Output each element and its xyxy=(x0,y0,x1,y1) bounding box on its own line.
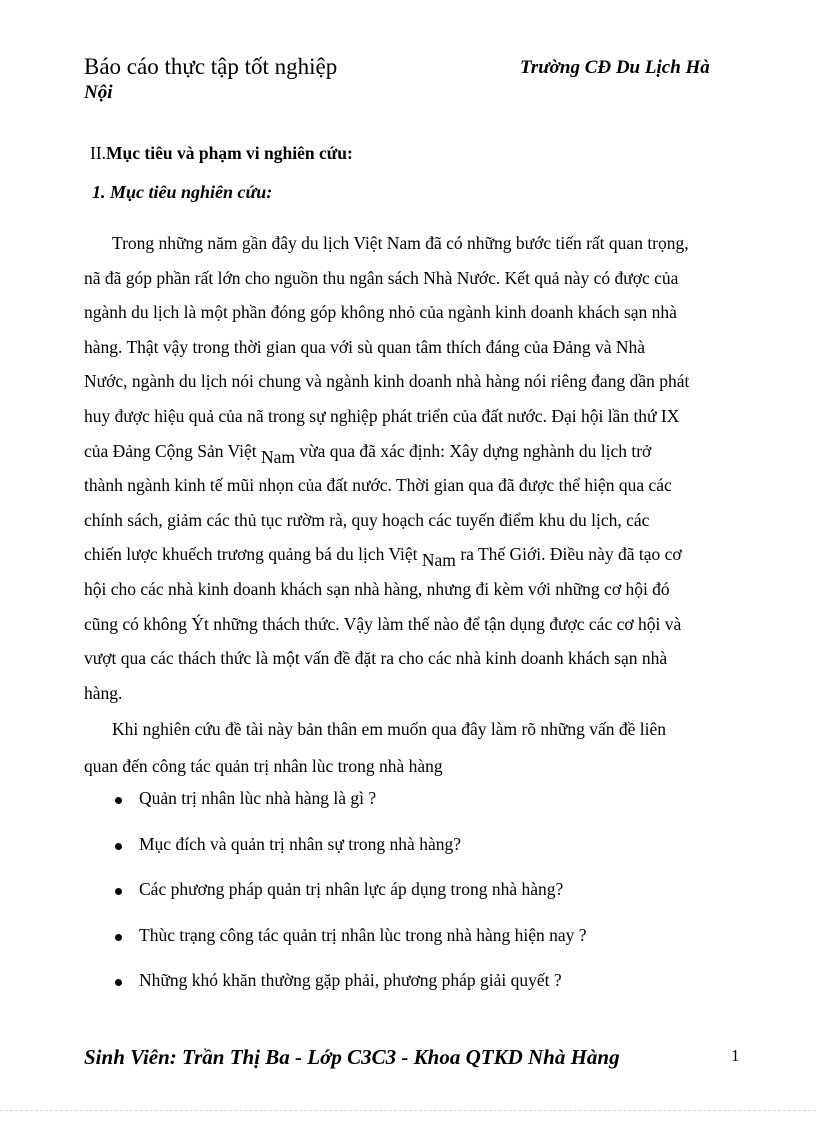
paragraph-line xyxy=(84,537,734,572)
subscript-text: Nam xyxy=(261,446,296,467)
paragraph-line: nã đã góp phần rất lớn cho nguồn thu ngân sách Nhà Nước. Kết quả này có được của xyxy=(84,267,679,288)
bullet-icon xyxy=(115,797,122,804)
paragraph-line: hàng. Thật vậy trong thời gian qua với sù quan tâm thích đáng của Đảng và Nhà xyxy=(84,336,646,357)
paragraph-line: chính sách, giảm các thủ tục rườm rà, quy hoạch các tuyến điểm khu du lịch, các xyxy=(84,509,650,530)
paragraph-line: Nước, ngành du lịch nói chung và ngành kinh doanh nhà hàng nói riêng đang dần phát xyxy=(84,371,690,392)
header-school-name-continued: Nội xyxy=(84,82,113,103)
paragraph-line xyxy=(84,434,734,469)
subscript-text: Nam xyxy=(421,550,456,571)
list-item xyxy=(112,879,587,925)
header-report-title: Báo cáo thực tập tốt nghiệp xyxy=(84,54,338,79)
paragraph-line: vượt qua các thách thức là một vấn đề đặt ra cho các nhà kinh doanh khách sạn nhà xyxy=(84,648,668,669)
text-run: vừa qua đã xác định: Xây dựng nghành du lịch trở xyxy=(295,440,652,461)
text-run: ra Thế Giới. Điều này đã tạo cơ xyxy=(455,544,682,565)
subsection-heading: 1. Mục tiêu nghiên cứu: xyxy=(92,182,273,202)
bullet-icon xyxy=(115,934,122,941)
list-item xyxy=(112,970,587,1016)
list-item-text: Mục đích và quản trị nhân sự trong nhà hàng? xyxy=(139,833,461,854)
paragraph-line: Trong những năm gần đây du lịch Việt Nam đã có những bước tiến rất quan trọng, xyxy=(112,233,689,253)
section-title-text: Mục tiêu và phạm vi nghiên cứu: xyxy=(106,143,353,163)
paragraph-line: Khi nghiên cứu đề tài này bản thân em muốn qua đây làm rõ những vấn đề liên xyxy=(112,719,667,739)
page-bottom-divider xyxy=(0,1110,816,1111)
list-item xyxy=(112,788,587,834)
header-school-name: Trường CĐ Du Lịch Hà xyxy=(520,57,710,78)
bullet-icon xyxy=(115,843,122,850)
bullet-icon xyxy=(115,979,122,986)
paragraph-research-objectives xyxy=(84,226,734,710)
list-item-text: Những khó khăn thường gặp phải, phương pháp giải quyết ? xyxy=(139,970,562,990)
text-run: của Đảng Cộng Sản Việt xyxy=(84,440,261,461)
text-run: chiến lược khuếch trương quảng bá du lịch Việt xyxy=(84,544,422,565)
page-number: 1 xyxy=(731,1046,740,1065)
paragraph-line: hàng. xyxy=(84,682,123,703)
paragraph-line: thành ngành kinh tế mũi nhọn của đất nước. Thời gian qua đã được thể hiện qua các xyxy=(84,475,672,496)
research-questions-list xyxy=(112,788,587,1016)
list-item xyxy=(112,834,587,880)
paragraph-line: ngành du lịch là một phần đóng góp không nhỏ của ngành kinh doanh khách sạn nhà xyxy=(84,302,677,323)
list-item xyxy=(112,925,587,971)
paragraph-research-intent xyxy=(84,711,734,785)
paragraph-line: cũng có không Ýt những thách thức. Vậy làm thế nào để tận dụng được các cơ hội và xyxy=(84,613,682,634)
bullet-icon xyxy=(115,888,122,895)
paragraph-line: huy được hiệu quả của nã trong sự nghiệp phát triển của đất nước. Đại hội lần thứ IX xyxy=(84,405,680,426)
paragraph-line: hội cho các nhà kinh doanh khách sạn nhà hàng, nhưng đi kèm với những cơ hội đó xyxy=(84,578,670,599)
footer-student-info: Sinh Viên: Trần Thị Ba - Lớp C3C3 - Khoa QTKD Nhà Hàng xyxy=(84,1045,620,1069)
list-item-text: Các phương pháp quản trị nhân lực áp dụng trong nhà hàng? xyxy=(139,879,564,899)
list-item-text: Quản trị nhân lùc nhà hàng là gì ? xyxy=(139,788,377,808)
list-item-text: Thùc trạng công tác quản trị nhân lùc trong nhà hàng hiện nay ? xyxy=(139,924,587,945)
paragraph-line: quan đến công tác quản trị nhân lùc trong nhà hàng xyxy=(84,756,443,776)
section-number: II. xyxy=(90,143,107,163)
section-heading xyxy=(90,143,353,164)
